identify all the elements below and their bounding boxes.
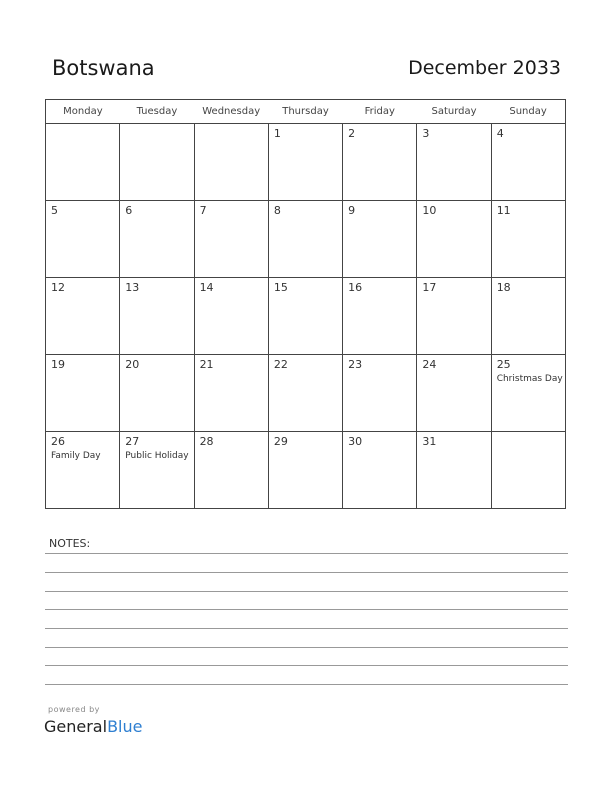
day-cell bbox=[491, 355, 565, 432]
weekday-wednesday: Wednesday bbox=[194, 100, 268, 124]
notes-label: NOTES: bbox=[49, 537, 91, 550]
day-number: 16 bbox=[348, 281, 363, 294]
day-number: 12 bbox=[51, 281, 65, 294]
weekday-saturday: Saturday bbox=[417, 100, 491, 124]
holiday-label: Public Holiday bbox=[125, 451, 189, 461]
day-number: 14 bbox=[199, 281, 214, 294]
day-cell bbox=[194, 355, 268, 432]
day-number: 18 bbox=[496, 281, 511, 294]
day-cell bbox=[194, 278, 268, 355]
day-number: 25 bbox=[496, 358, 511, 371]
day-number: 28 bbox=[199, 435, 214, 448]
day-number: 1 bbox=[273, 127, 281, 140]
holiday-label: Family Day bbox=[51, 451, 101, 461]
day-cell bbox=[417, 278, 491, 355]
brand-blue: Blue bbox=[107, 717, 143, 736]
day-number: 19 bbox=[51, 358, 65, 371]
holiday-label: Christmas Day bbox=[496, 374, 563, 384]
day-cell bbox=[268, 432, 342, 509]
note-line bbox=[45, 609, 568, 610]
day-cell bbox=[120, 278, 194, 355]
note-line bbox=[45, 628, 568, 629]
weekday-header-row bbox=[46, 100, 566, 124]
day-number: 15 bbox=[273, 281, 288, 294]
weekday-monday: Monday bbox=[46, 100, 120, 124]
day-number: 31 bbox=[422, 435, 437, 448]
day-number: 27 bbox=[125, 435, 140, 448]
note-line bbox=[45, 572, 568, 573]
day-cell bbox=[491, 124, 565, 201]
week-row bbox=[46, 201, 566, 278]
day-number: 11 bbox=[496, 204, 511, 217]
week-row bbox=[46, 278, 566, 355]
weekday-tuesday: Tuesday bbox=[120, 100, 194, 124]
day-number: 29 bbox=[273, 435, 288, 448]
day-cell bbox=[268, 124, 342, 201]
day-cell bbox=[417, 201, 491, 278]
day-cell bbox=[343, 201, 417, 278]
day-cell bbox=[120, 355, 194, 432]
day-cell bbox=[268, 201, 342, 278]
day-cell bbox=[268, 355, 342, 432]
day-number: 10 bbox=[422, 204, 437, 217]
day-number: 4 bbox=[496, 127, 504, 140]
day-cell bbox=[491, 432, 565, 509]
day-cell bbox=[343, 432, 417, 509]
month-year-title: December 2033 bbox=[408, 57, 561, 79]
day-number: 3 bbox=[422, 127, 430, 140]
weekday-sunday: Sunday bbox=[491, 100, 565, 124]
day-cell bbox=[120, 201, 194, 278]
day-cell bbox=[46, 355, 120, 432]
day-number: 24 bbox=[422, 358, 437, 371]
day-number: 7 bbox=[199, 204, 207, 217]
weekday-friday: Friday bbox=[343, 100, 417, 124]
day-cell bbox=[491, 278, 565, 355]
day-number: 23 bbox=[348, 358, 363, 371]
brand-general: General bbox=[44, 717, 108, 736]
day-cell bbox=[194, 432, 268, 509]
day-cell bbox=[46, 432, 120, 509]
day-number: 21 bbox=[199, 358, 214, 371]
day-cell bbox=[194, 124, 268, 201]
country-title: Botswana bbox=[52, 56, 155, 80]
week-row bbox=[46, 124, 566, 201]
calendar-grid bbox=[45, 99, 566, 509]
day-cell bbox=[194, 201, 268, 278]
day-cell bbox=[268, 278, 342, 355]
day-cell bbox=[46, 124, 120, 201]
day-number: 9 bbox=[348, 204, 356, 217]
weekday-thursday: Thursday bbox=[268, 100, 342, 124]
brand-logo bbox=[44, 717, 142, 736]
note-line bbox=[45, 684, 568, 685]
week-row bbox=[46, 432, 566, 509]
day-cell bbox=[343, 278, 417, 355]
note-line bbox=[45, 553, 568, 554]
day-cell bbox=[343, 124, 417, 201]
day-number: 17 bbox=[422, 281, 437, 294]
day-cell bbox=[491, 201, 565, 278]
day-cell bbox=[417, 124, 491, 201]
day-number: 8 bbox=[273, 204, 281, 217]
note-line bbox=[45, 665, 568, 666]
day-number: 2 bbox=[348, 127, 356, 140]
day-cell bbox=[46, 278, 120, 355]
day-cell bbox=[343, 355, 417, 432]
note-line bbox=[45, 591, 568, 592]
day-number: 26 bbox=[51, 435, 65, 448]
day-number: 22 bbox=[273, 358, 288, 371]
day-cell bbox=[417, 432, 491, 509]
day-number: 20 bbox=[125, 358, 140, 371]
day-cell bbox=[120, 124, 194, 201]
day-cell bbox=[417, 355, 491, 432]
powered-by-text: powered by bbox=[48, 705, 100, 714]
day-number: 6 bbox=[125, 204, 133, 217]
day-number: 13 bbox=[125, 281, 140, 294]
day-number: 30 bbox=[348, 435, 363, 448]
day-number: 5 bbox=[51, 204, 58, 217]
day-cell bbox=[46, 201, 120, 278]
note-line bbox=[45, 647, 568, 648]
day-cell bbox=[120, 432, 194, 509]
week-row bbox=[46, 355, 566, 432]
